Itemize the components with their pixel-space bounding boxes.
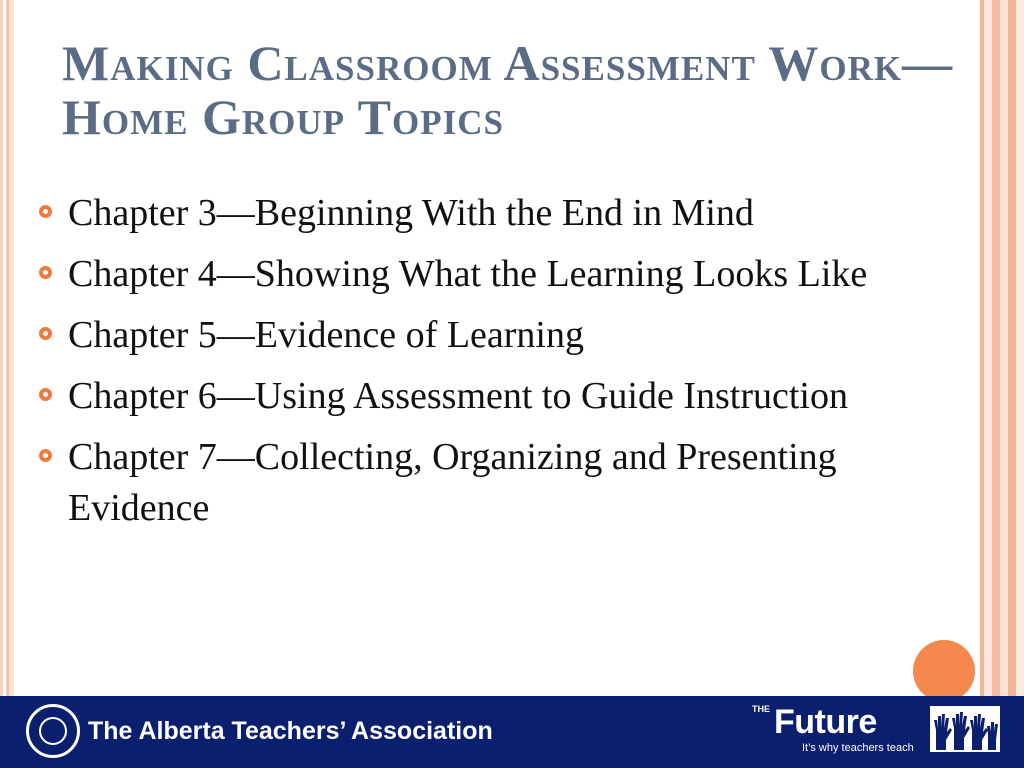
right-decorative-rail [978,0,1024,696]
bullet-dot-icon [39,388,52,401]
bullet-text: Chapter 4—Showing What the Learning Looks Like [68,253,868,295]
footer-bar [0,696,1024,768]
bullet-item [38,432,958,534]
future-logo [752,702,1002,762]
bullet-dot-icon [39,266,52,279]
logo-tagline: It’s why teachers teach [802,742,914,754]
ata-seal-icon [26,704,80,758]
bullet-text: Chapter 6—Using Assessment to Guide Instruction [68,375,848,417]
left-decorative-rail [0,0,14,696]
bullet-text: Chapter 5—Evidence of Learning [68,314,584,356]
decorative-circle [913,640,975,702]
bullet-list [38,188,958,544]
logo-word: Future [774,703,877,741]
bullet-dot-icon [39,205,52,218]
bullet-dot-icon [39,449,52,462]
organization-name: The Alberta Teachers’ Association [88,717,493,745]
raised-hands-icon [930,706,1000,752]
bullet-dot-icon [39,327,52,340]
bullet-text: Chapter 3—Beginning With the End in Mind [68,192,754,234]
bullet-text: Chapter 7—Collecting, Organizing and Presenting Evidence [68,436,837,529]
bullet-item [38,249,958,300]
bullet-item [38,310,958,361]
bullet-item [38,371,958,422]
logo-prefix: THE [752,704,770,714]
slide-title: Making Classroom Assessment Work—Home Group Topics [62,35,954,145]
bullet-item [38,188,958,239]
